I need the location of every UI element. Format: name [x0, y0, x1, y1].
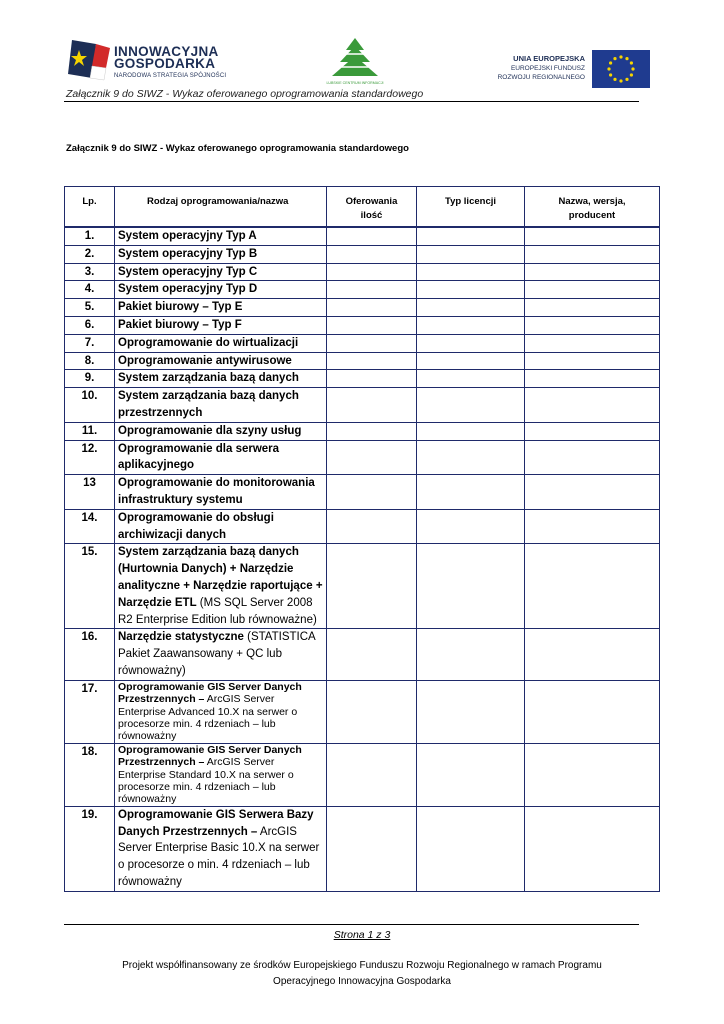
table-row	[65, 440, 660, 475]
software-table	[64, 186, 660, 892]
quantity-cell[interactable]	[327, 440, 417, 475]
ig-logo-name-1: INNOWACYJNA	[114, 44, 219, 59]
quantity-cell[interactable]	[327, 743, 417, 806]
software-name-bold: System zarządzania bazą danych	[118, 372, 299, 385]
quantity-cell[interactable]	[327, 334, 417, 352]
software-name-bold: System zarządzania bazą danych przestrzennych	[118, 390, 299, 419]
license-cell[interactable]	[417, 806, 525, 891]
row-number: 3.	[65, 263, 115, 281]
software-name-cell	[115, 352, 327, 370]
quantity-cell[interactable]	[327, 281, 417, 299]
software-name-cell	[115, 509, 327, 544]
table-row	[65, 544, 660, 629]
quantity-cell[interactable]	[327, 422, 417, 440]
software-name-bold: Narzędzie statystyczne	[118, 631, 244, 644]
header-name: Rodzaj oprogramowania/nazwa	[115, 187, 327, 228]
row-number: 5.	[65, 299, 115, 317]
version-cell[interactable]	[525, 245, 660, 263]
table-row	[65, 629, 660, 680]
version-cell[interactable]	[525, 316, 660, 334]
table-header-row	[65, 187, 660, 228]
row-number: 4.	[65, 281, 115, 299]
header-quantity-line-1: Oferowania	[345, 196, 398, 207]
software-name-detail: (STATISTICA Pakiet Zaawansowany + QC lub równoważny)	[118, 631, 316, 677]
software-name-bold: System operacyjny Typ A	[118, 230, 257, 242]
version-cell[interactable]	[525, 680, 660, 743]
page-number: Strona 1 z 3	[333, 929, 391, 941]
row-number: 11.	[65, 422, 115, 440]
software-name-bold: Oprogramowanie do monitorowania infrastruktury systemu	[118, 477, 315, 506]
software-name-bold: System operacyjny Typ C	[118, 265, 258, 278]
software-name-cell	[115, 299, 327, 317]
quantity-cell[interactable]	[327, 806, 417, 891]
quantity-cell[interactable]	[327, 316, 417, 334]
eu-logo-line-1: UNIA EUROPEJSKA	[513, 54, 585, 63]
version-cell[interactable]	[525, 806, 660, 891]
table-row	[65, 422, 660, 440]
license-cell[interactable]	[417, 509, 525, 544]
software-name-cell	[115, 263, 327, 281]
table-body	[65, 227, 660, 891]
license-cell[interactable]	[417, 227, 525, 245]
version-cell[interactable]	[525, 227, 660, 245]
license-cell[interactable]	[417, 299, 525, 317]
version-cell[interactable]	[525, 388, 660, 423]
eu-logo-line-2: EUROPEJSKI FUNDUSZ	[510, 65, 585, 72]
version-cell[interactable]	[525, 629, 660, 680]
quantity-cell[interactable]	[327, 245, 417, 263]
software-name-bold: Pakiet biurowy – Typ F	[118, 318, 242, 331]
row-number: 15.	[65, 544, 115, 629]
software-name-bold: Oprogramowanie GIS Server Danych Przestrzennych –	[118, 743, 302, 769]
table-row	[65, 388, 660, 423]
footer-text	[70, 958, 654, 990]
row-number: 17.	[65, 680, 115, 743]
lci-tree-logo	[326, 36, 384, 88]
header-lp: Lp.	[65, 187, 115, 228]
version-cell[interactable]	[525, 334, 660, 352]
license-cell[interactable]	[417, 352, 525, 370]
license-cell[interactable]	[417, 263, 525, 281]
table-row	[65, 281, 660, 299]
software-name-detail: (MS SQL Server 2008 R2 Enterprise Edition lub równoważne)	[118, 596, 317, 626]
software-name-cell	[115, 422, 327, 440]
software-name-detail: ArcGIS Server Enterprise Standard 10.X na serwer o procesorze min. 4 rdzeniach – lub równoważny	[118, 756, 294, 806]
version-cell[interactable]	[525, 743, 660, 806]
version-cell[interactable]	[525, 440, 660, 475]
version-cell[interactable]	[525, 299, 660, 317]
table-row	[65, 263, 660, 281]
version-cell[interactable]	[525, 370, 660, 388]
header-version-line-1: Nazwa, wersja,	[558, 196, 626, 207]
quantity-cell[interactable]	[327, 227, 417, 245]
header-license: Typ licencji	[417, 187, 525, 228]
software-name-cell	[115, 544, 327, 629]
quantity-cell[interactable]	[327, 475, 417, 510]
quantity-cell[interactable]	[327, 370, 417, 388]
version-cell[interactable]	[525, 509, 660, 544]
license-cell[interactable]	[417, 544, 525, 629]
row-number: 7.	[65, 334, 115, 352]
software-name-cell	[115, 316, 327, 334]
software-name-cell	[115, 281, 327, 299]
software-name-bold: Oprogramowanie do obsługi archiwizacji danych	[118, 511, 274, 541]
software-name-detail: ArcGIS Server Enterprise Basic 10.X na serwer o procesorze o min. 4 rdzeniach – lub równoważny	[118, 825, 320, 888]
table-row	[65, 743, 660, 806]
software-name-cell	[115, 629, 327, 680]
version-cell[interactable]	[525, 281, 660, 299]
software-name-cell	[115, 370, 327, 388]
eu-flag-icon	[592, 50, 650, 88]
software-name-bold: Oprogramowanie dla serwera aplikacyjnego	[118, 442, 280, 472]
license-cell[interactable]	[417, 316, 525, 334]
row-number: 12.	[65, 440, 115, 475]
row-number: 13	[65, 475, 115, 510]
software-name-bold: System operacyjny Typ B	[118, 247, 258, 260]
table-row	[65, 475, 660, 510]
header-version-line-2: producent	[568, 210, 616, 221]
license-cell[interactable]	[417, 629, 525, 680]
license-cell[interactable]	[417, 422, 525, 440]
table-row	[65, 370, 660, 388]
software-name-cell	[115, 743, 327, 806]
row-number: 1.	[65, 227, 115, 245]
row-number: 10.	[65, 388, 115, 423]
version-cell[interactable]	[525, 544, 660, 629]
software-name-bold: Oprogramowanie antywirusowe	[118, 354, 292, 367]
header-caption: Załącznik 9 do SIWZ - Wykaz oferowanego oprogramowania standardowego	[66, 88, 424, 100]
ig-logo-name-2: GOSPODARKA	[114, 56, 216, 71]
software-name-bold: System zarządzania bazą danych (Hurtownia Danych) + Narzędzie analityczne + Narzędzie raportujące + Narzędzie ETL	[118, 546, 323, 609]
license-cell[interactable]	[417, 475, 525, 510]
row-number: 19.	[65, 806, 115, 891]
license-cell[interactable]	[417, 334, 525, 352]
software-name-cell	[115, 245, 327, 263]
software-name-cell	[115, 227, 327, 245]
table-row	[65, 299, 660, 317]
row-number: 8.	[65, 352, 115, 370]
software-name-cell	[115, 334, 327, 352]
version-cell[interactable]	[525, 352, 660, 370]
version-cell[interactable]	[525, 263, 660, 281]
quantity-cell[interactable]	[327, 299, 417, 317]
table-row	[65, 352, 660, 370]
license-cell[interactable]	[417, 281, 525, 299]
license-cell[interactable]	[417, 743, 525, 806]
footer-line-2: Operacyjnego Innowacyjna Gospodarka	[273, 976, 451, 987]
software-name-bold: Oprogramowanie do wirtualizacji	[118, 336, 299, 349]
row-number: 6.	[65, 316, 115, 334]
software-name-cell	[115, 680, 327, 743]
ig-star-flag-icon	[66, 38, 112, 84]
table-row	[65, 334, 660, 352]
table-row	[65, 245, 660, 263]
software-name-bold: Oprogramowanie GIS Server Danych Przestrzennych –	[118, 680, 302, 706]
quantity-cell[interactable]	[327, 509, 417, 544]
eu-logo-line-3: ROZWOJU REGIONALNEGO	[497, 74, 585, 81]
tree-icon	[326, 36, 384, 82]
software-name-bold: Oprogramowanie dla szyny usług	[118, 424, 302, 437]
footer-divider	[64, 924, 639, 925]
version-cell[interactable]	[525, 475, 660, 510]
software-name-bold: Oprogramowanie GIS Serwera Bazy Danych Przestrzennych –	[118, 808, 314, 838]
quantity-cell[interactable]	[327, 388, 417, 423]
ig-logo-subtitle: NARODOWA STRATEGIA SPÓJNOŚCI	[114, 73, 227, 79]
software-name-bold: Pakiet biurowy – Typ E	[118, 301, 243, 314]
quantity-cell[interactable]	[327, 629, 417, 680]
row-number: 18.	[65, 743, 115, 806]
software-name-bold: System operacyjny Typ D	[118, 283, 258, 296]
row-number: 16.	[65, 629, 115, 680]
row-number: 9.	[65, 370, 115, 388]
row-number: 14.	[65, 509, 115, 544]
table-row	[65, 680, 660, 743]
license-cell[interactable]	[417, 440, 525, 475]
software-name-cell	[115, 475, 327, 510]
quantity-cell[interactable]	[327, 680, 417, 743]
quantity-cell[interactable]	[327, 352, 417, 370]
table-row	[65, 316, 660, 334]
license-cell[interactable]	[417, 388, 525, 423]
header-divider	[64, 101, 639, 102]
quantity-cell[interactable]	[327, 263, 417, 281]
header-quantity	[327, 187, 417, 228]
row-number: 2.	[65, 245, 115, 263]
table-row	[65, 509, 660, 544]
software-name-cell	[115, 806, 327, 891]
header-version	[525, 187, 660, 228]
license-cell[interactable]	[417, 245, 525, 263]
version-cell[interactable]	[525, 422, 660, 440]
table-row	[65, 227, 660, 245]
software-name-cell	[115, 388, 327, 423]
innowacyjna-gospodarka-logo	[66, 36, 266, 86]
software-name-detail: ArcGIS Server Enterprise Advanced 10.X na serwer o procesorze min. 4 rdzeniach – lub równoważny	[118, 693, 298, 743]
document-title: Załącznik 9 do SIWZ - Wykaz oferowanego oprogramowania standardowego	[66, 143, 409, 154]
header-quantity-line-2: ilość	[360, 210, 383, 221]
footer-line-1: Projekt współfinansowany ze środków Europejskiego Funduszu Rozwoju Regionalnego w ramach Programu	[122, 960, 602, 971]
quantity-cell[interactable]	[327, 544, 417, 629]
eu-logo	[482, 50, 650, 90]
table-row	[65, 806, 660, 891]
software-name-cell	[115, 440, 327, 475]
license-cell[interactable]	[417, 680, 525, 743]
license-cell[interactable]	[417, 370, 525, 388]
tree-logo-caption: LUBSKIE CENTRUM INFORMACJI	[326, 81, 384, 85]
